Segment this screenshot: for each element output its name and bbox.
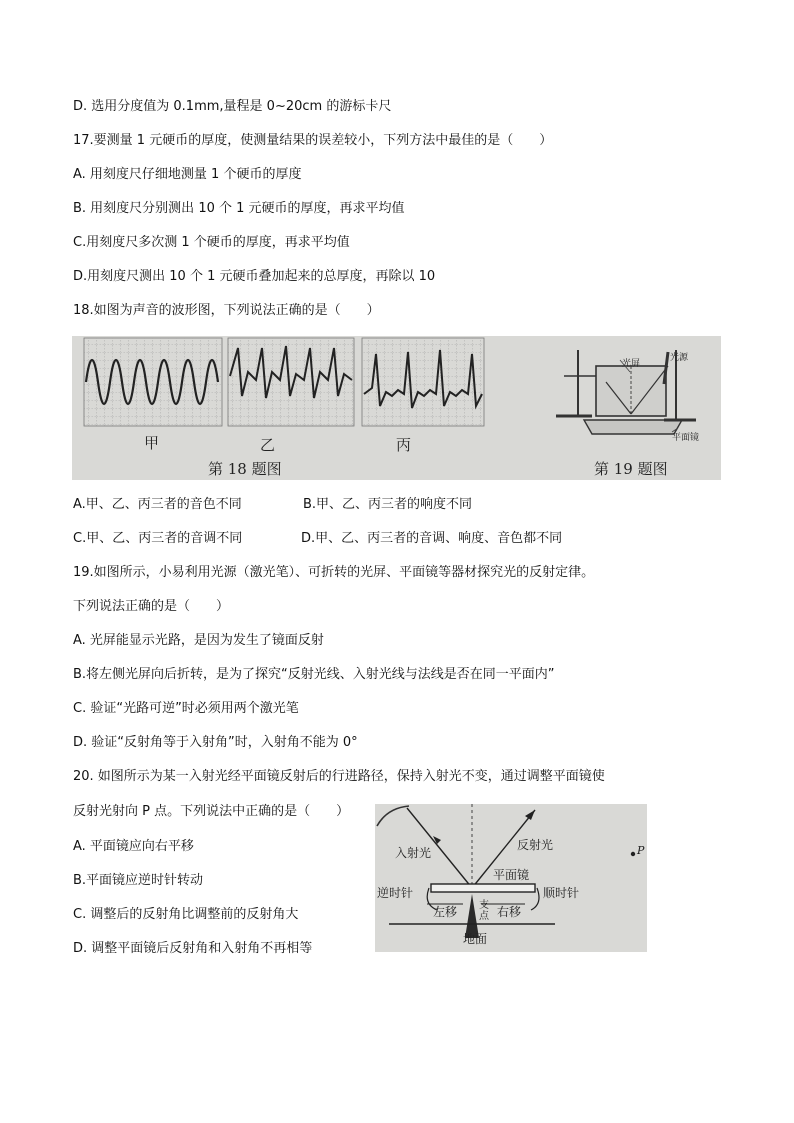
plane-mirror-base [584, 420, 682, 434]
q18-option-b: B.甲、乙、丙三者的响度不同 [303, 497, 473, 512]
reflected-arrow [525, 810, 535, 820]
wave-1-label: 甲 [144, 434, 160, 452]
ccw-label: 逆时针 [377, 886, 414, 900]
incident-arrow [433, 836, 441, 844]
q16-option-d: D. 选用分度值为 0.1mm,量程是 0~20cm 的游标卡尺 [73, 99, 392, 114]
wave-grid-1 [84, 338, 222, 426]
q19-option-b: B.将左侧光屏向后折转，是为了探究“反射光线、入射光线与法线是否在同一平面内” [73, 667, 555, 682]
q19-stem-line-2: 下列说法正确的是（ ） [73, 599, 230, 614]
q18-option-d: D.甲、乙、丙三者的音调、响度、音色都不同 [301, 531, 563, 546]
q19-option-a: A. 光屏能显示光路，是因为发生了镜面反射 [73, 633, 324, 648]
q20-option-a: A. 平面镜应向右平移 [73, 839, 194, 854]
figure-20-photo [375, 804, 647, 952]
right-move-label: 右移 [497, 905, 522, 919]
q20-option-b: B.平面镜应逆时针转动 [73, 873, 204, 888]
incident-label: 入射光 [395, 846, 432, 860]
screen-label: 光屏 [622, 359, 641, 369]
q19-option-d: D. 验证“反射角等于入射角”时，入射角不能为 0° [73, 735, 358, 750]
point-p-label: P [637, 844, 645, 857]
q18-option-a: A.甲、乙、丙三者的音色不同 [73, 497, 242, 512]
figure-18-caption: 第 18 题图 [208, 460, 282, 478]
q20-stem-line-2: 反射光射向 P 点。下列说法中正确的是（ ） [73, 804, 350, 819]
q20-option-c: C. 调整后的反射角比调整前的反射角大 [73, 907, 299, 922]
laser-label: 光源 [670, 353, 689, 363]
q20-stem-line-1: 20. 如图所示为某一入射光经平面镜反射后的行进路径，保持入射光不变，通过调整平面镜使 [73, 769, 605, 784]
figure-18-19-photo [72, 336, 721, 480]
q17-option-c: C.用刻度尺多次测 1 个硬币的厚度，再求平均值 [73, 235, 350, 250]
ground-label: 地面 [463, 932, 488, 946]
laser-pen [664, 352, 668, 384]
wave-3-label: 丙 [396, 436, 412, 454]
q18-stem: 18.如图为声音的波形图，下列说法正确的是（ ） [73, 303, 380, 318]
pivot-label: 支点 [479, 900, 489, 922]
q18-option-c: C.甲、乙、丙三者的音调不同 [73, 531, 243, 546]
mirror-label: 平面镜 [672, 433, 700, 443]
corner-arc [377, 806, 409, 826]
cw-label: 顺时针 [543, 886, 580, 900]
wave-2-label: 乙 [260, 436, 276, 454]
q17-option-b: B. 用刻度尺分别测出 10 个 1 元硬币的厚度，再求平均值 [73, 201, 405, 216]
q20-option-d: D. 调整平面镜后反射角和入射角不再相等 [73, 941, 313, 956]
reflected-label: 反射光 [517, 838, 554, 852]
q19-stem-line-1: 19.如图所示，小易利用光源（激光笔）、可折转的光屏、平面镜等器材探究光的反射定律。 [73, 565, 595, 580]
wave-grid-3 [362, 338, 484, 426]
plane-mirror [431, 884, 535, 892]
mirror-label: 平面镜 [493, 868, 530, 882]
q17-option-a: A. 用刻度尺仔细地测量 1 个硬币的厚度 [73, 167, 302, 182]
q17-option-d: D.用刻度尺测出 10 个 1 元硬币叠加起来的总厚度，再除以 10 [73, 269, 436, 284]
figure-19-caption: 第 19 题图 [594, 460, 668, 478]
point-p-dot [631, 852, 635, 856]
left-move-label: 左移 [433, 905, 458, 919]
q17-stem: 17.要测量 1 元硬币的厚度，使测量结果的误差较小，下列方法中最佳的是（ ） [73, 133, 553, 148]
q19-option-c: C. 验证“光路可逆”时必须用两个激光笔 [73, 701, 299, 716]
